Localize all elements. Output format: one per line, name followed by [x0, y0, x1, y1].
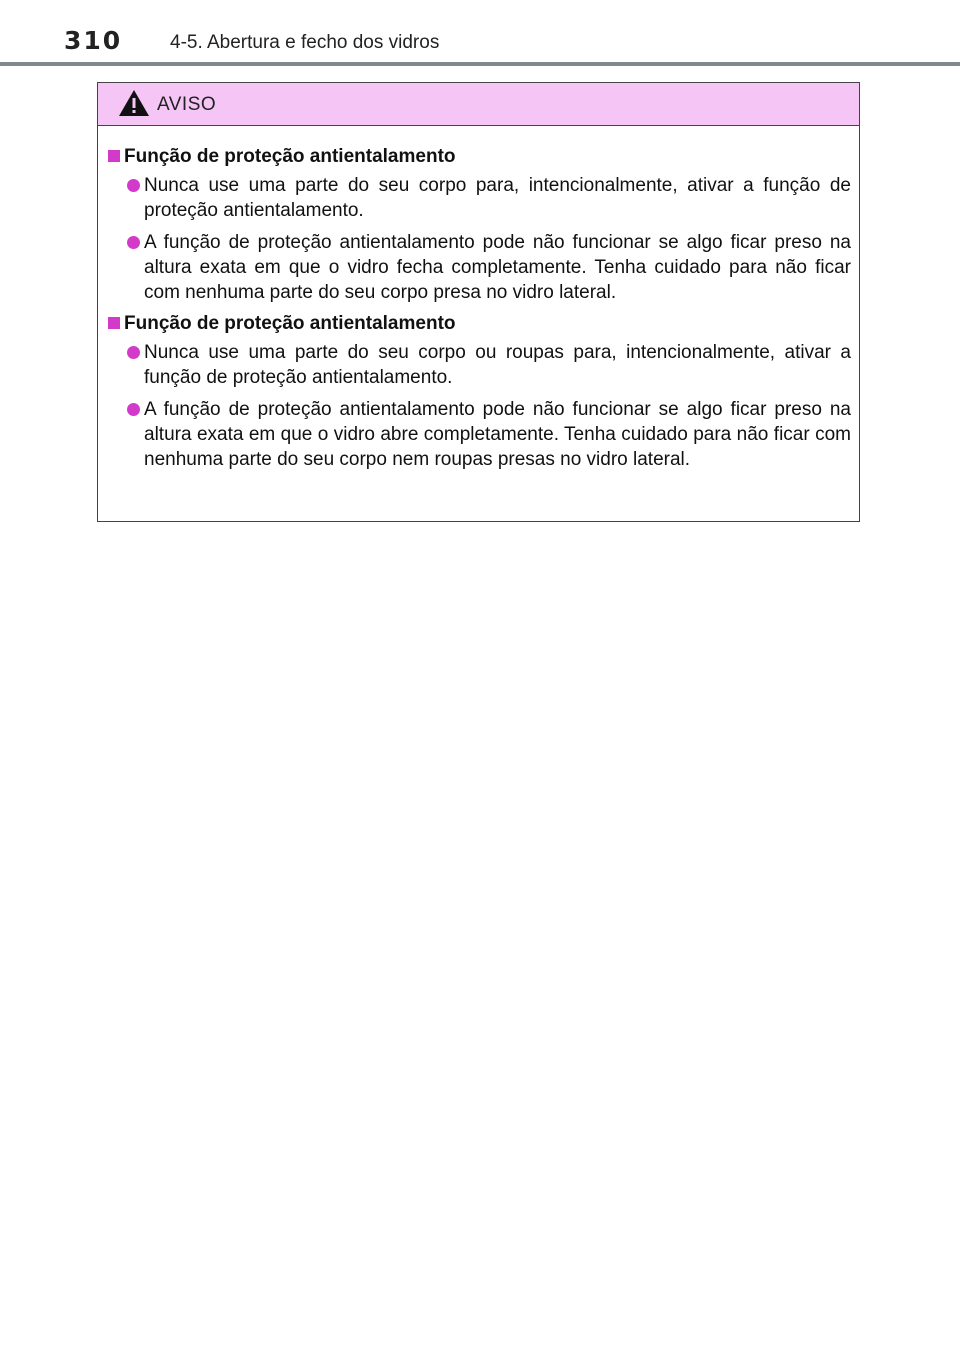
list-item	[106, 397, 851, 472]
square-bullet-icon	[108, 150, 120, 162]
header-divider	[0, 62, 960, 66]
warning-section-2	[106, 312, 851, 472]
round-bullet-icon	[127, 236, 140, 249]
square-bullet-icon	[108, 317, 120, 329]
warning-title: AVISO	[157, 94, 217, 115]
warning-box	[97, 82, 860, 522]
section-title: 4-5. Abertura e fecho dos vidros	[170, 32, 440, 53]
page-number: 310	[64, 26, 123, 55]
list-item-text: A função de proteção antientalamento pode não funcionar se algo ficar preso na altura exata em que o vidro fecha completamente. Tenha cuidado para não ficar com nenhuma parte do seu corpo presa no vidro lateral.	[144, 232, 851, 303]
round-bullet-icon	[127, 179, 140, 192]
warning-body	[98, 126, 859, 472]
list-item-text: Nunca use uma parte do seu corpo ou roupas para, intencionalmente, ativar a função de proteção antientalamento.	[144, 342, 851, 388]
section-heading-text: Função de proteção antientalamento	[124, 146, 456, 167]
warning-section-1	[106, 145, 851, 305]
warning-triangle-icon	[118, 89, 150, 117]
list-item-text: A função de proteção antientalamento pode não funcionar se algo ficar preso na altura exata em que o vidro abre completamente. Tenha cuidado para não ficar com nenhuma parte do seu corpo nem roupas presas no vidro lateral.	[144, 399, 851, 470]
round-bullet-icon	[127, 346, 140, 359]
section-heading-text: Função de proteção antientalamento	[124, 313, 456, 334]
section-heading	[106, 312, 851, 336]
warning-header	[98, 83, 859, 126]
section-heading	[106, 145, 851, 169]
round-bullet-icon	[127, 403, 140, 416]
page-header	[0, 0, 960, 66]
list-item	[106, 173, 851, 223]
list-item-text: Nunca use uma parte do seu corpo para, intencionalmente, ativar a função de proteção antientalamento.	[144, 175, 851, 221]
list-item	[106, 340, 851, 390]
list-item	[106, 230, 851, 305]
